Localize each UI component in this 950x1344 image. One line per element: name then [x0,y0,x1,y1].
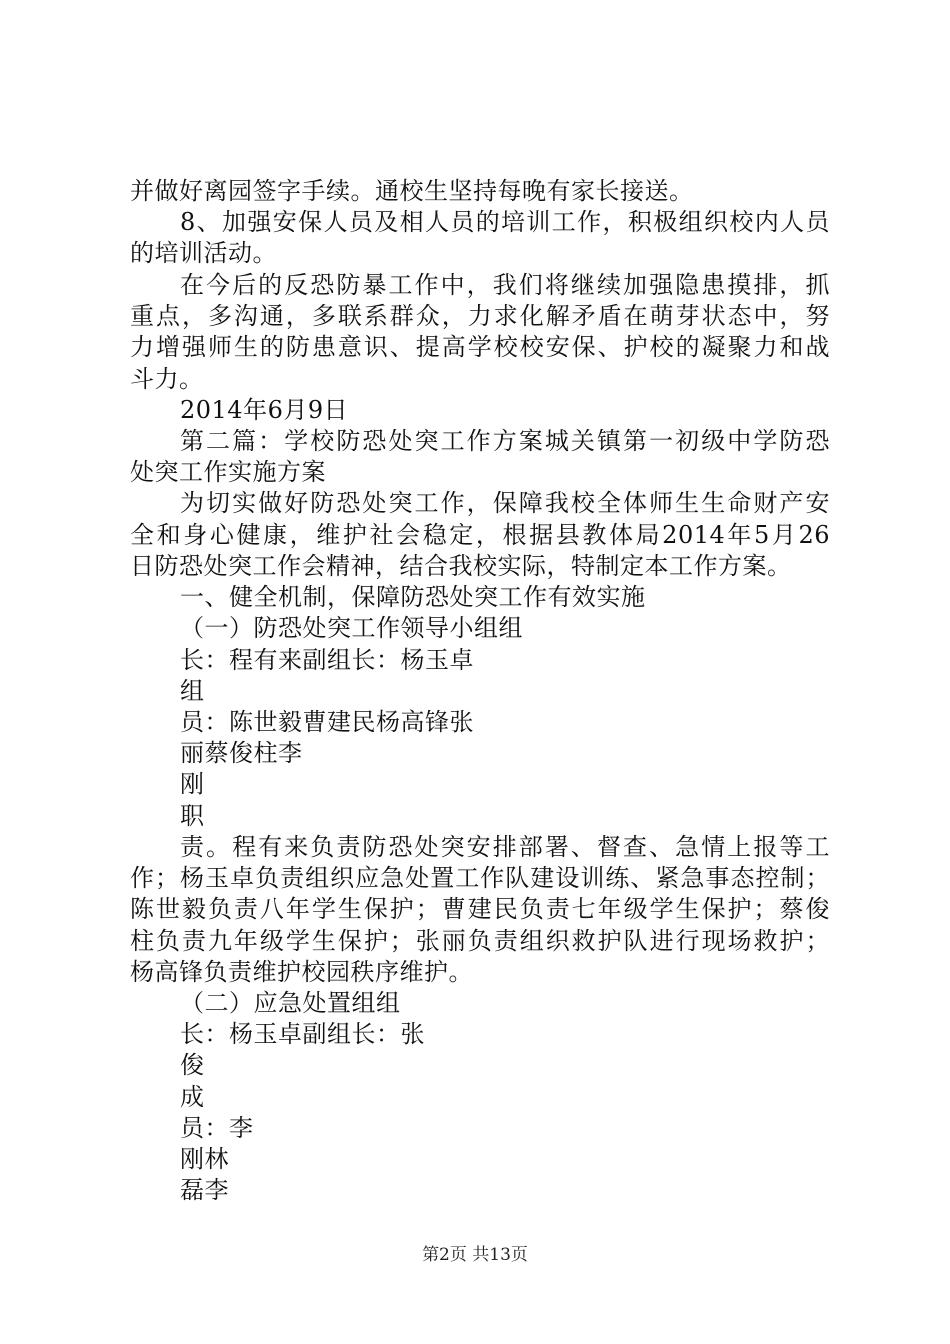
text-line-16: 长：程有来副组长：杨玉卓 [180,646,474,674]
text-line-28: 长：杨玉卓副组长：张 [180,1020,425,1048]
page-number-footer: 第2页 共13页 [422,1245,528,1265]
text-line-12: 全和身心健康，维护社会稳定，根据县教体局2014年5月26 [130,521,830,549]
text-line-11: 为切实做好防恐处突工作，保障我校全体师生生命财产安 [180,489,830,517]
text-line-13: 日防恐处突工作会精神，结合我校实际，特制定本工作方案。 [130,552,792,580]
text-line-17: 组 [180,677,205,705]
text-line-22: 责。程有来负责防恐处突安排部署、督查、急情上报等工 [180,833,830,861]
text-line-9: 第二篇：学校防恐处突工作方案城关镇第一初级中学防恐 [180,427,830,455]
text-line-4: 在今后的反恐防暴工作中，我们将继续加强隐患摸排，抓 [180,271,830,299]
text-line-2: 8、加强安保人员及相人员的培训工作，积极组织校内人员 [180,208,830,236]
text-line-21: 职 [180,802,205,830]
text-line-26: 杨高锋负责维护校园秩序维护。 [130,958,473,986]
text-line-7: 斗力。 [130,365,204,393]
text-line-3: 的培训活动。 [130,239,277,267]
text-line-10: 处突工作实施方案 [130,458,326,486]
text-line-33: 磊李 [180,1176,229,1204]
text-line-1: 并做好离园签字手续。通校生坚持每晚有家长接送。 [130,177,694,205]
text-line-32: 刚林 [180,1145,229,1173]
text-line-14: 一、健全机制，保障防恐处突工作有效实施 [180,583,646,611]
text-line-19: 丽蔡俊柱李 [180,739,303,767]
text-line-31: 员：李 [180,1114,254,1142]
text-line-15: （一）防恐处突工作领导小组组 [180,614,523,642]
text-line-27: （二）应急处置组组 [180,989,401,1017]
text-line-29: 俊 [180,1051,205,1079]
text-line-25: 柱负责九年级学生保护；张丽负责组织救护队进行现场救护； [130,927,830,955]
text-line-8: 2014年6月9日 [180,396,349,424]
text-line-24: 陈世毅负责八年学生保护；曹建民负责七年级学生保护；蔡俊 [130,895,830,923]
text-line-30: 成 [180,1083,205,1111]
text-line-23: 作；杨玉卓负责组织应急处置工作队建设训练、紧急事态控制； [130,864,830,892]
text-line-5: 重点，多沟通，多联系群众，力求化解矛盾在萌芽状态中，努 [130,302,830,330]
text-line-6: 力增强师生的防患意识、提高学校校安保、护校的凝聚力和战 [130,333,830,361]
text-line-18: 员：陈世毅曹建民杨高锋张 [180,708,474,736]
text-line-20: 刚 [180,770,205,798]
